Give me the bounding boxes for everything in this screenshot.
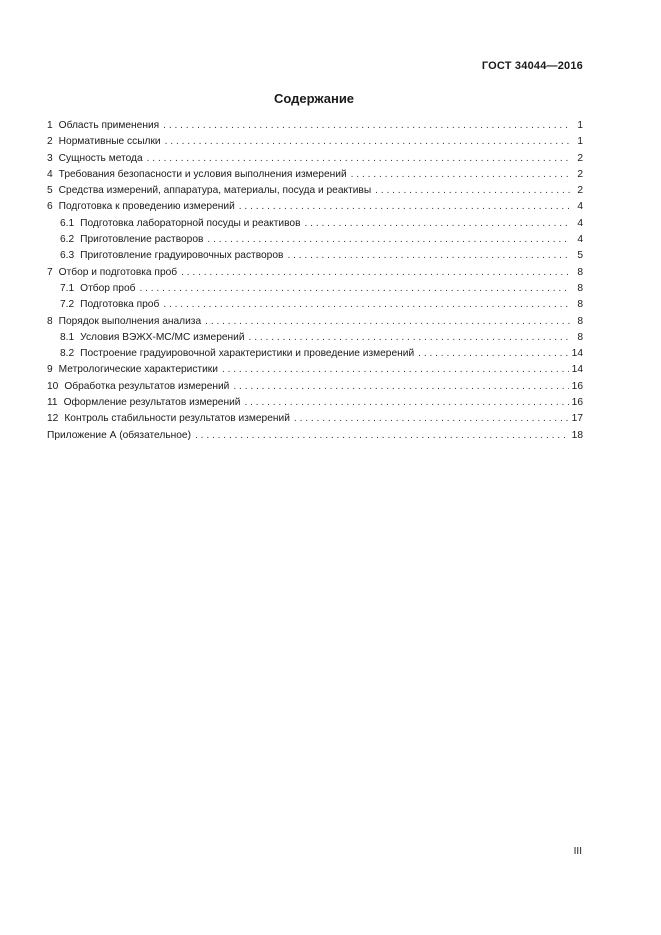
toc-entry-label: Приготовление растворов <box>80 234 204 246</box>
toc-dot-leader <box>181 265 570 281</box>
toc-dot-leader <box>375 183 570 199</box>
toc-entry-label: Контроль стабильности результатов измерений <box>64 413 290 425</box>
toc-entry[interactable] <box>47 330 583 346</box>
toc-entry-number: 12 <box>47 413 59 425</box>
toc-entry-number: 3 <box>47 152 53 164</box>
toc-dot-leader <box>222 362 569 378</box>
toc-entry[interactable] <box>47 134 583 150</box>
toc-entry[interactable] <box>47 411 583 427</box>
toc-entry-label: Сущность метода <box>58 152 143 164</box>
toc-entry-number: 7.2 <box>60 299 75 311</box>
document-code: ГОСТ 34044—2016 <box>481 60 583 72</box>
toc-entry-page: 18 <box>571 429 583 441</box>
toc-entry-label: Отбор проб <box>80 282 136 294</box>
toc-entry[interactable] <box>47 232 583 248</box>
toc-entry-number: 5 <box>47 185 53 197</box>
toc-entry-number: 8.1 <box>60 331 75 343</box>
toc-entry-label: Обработка результатов измерений <box>64 380 230 392</box>
toc-entry-page: 8 <box>577 331 583 343</box>
toc-entry-label: Условия ВЭЖХ-МС/МС измерений <box>80 331 245 343</box>
toc-entry-page: 5 <box>577 250 583 262</box>
toc-entry-label: Порядок выполнения анализа <box>58 315 202 327</box>
toc-entry[interactable] <box>47 265 583 281</box>
toc-entry-page: 2 <box>577 185 583 197</box>
toc-entry-number: 6.1 <box>60 217 75 229</box>
toc-entry[interactable] <box>47 167 583 183</box>
toc-entry-label: Отбор и подготовка проб <box>58 266 178 278</box>
toc-dot-leader <box>233 379 568 395</box>
toc-dot-leader <box>163 297 570 313</box>
toc-entry-page: 14 <box>571 364 583 376</box>
table-of-contents <box>47 118 583 444</box>
toc-entry-number: 4 <box>47 168 53 180</box>
toc-entry[interactable] <box>47 248 583 264</box>
toc-entry[interactable] <box>47 281 583 297</box>
toc-entry[interactable] <box>47 151 583 167</box>
toc-entry-label: Подготовка к проведению измерений <box>58 201 235 213</box>
toc-entry[interactable] <box>47 395 583 411</box>
toc-entry-number: 6 <box>47 201 53 213</box>
toc-entry[interactable] <box>47 199 583 215</box>
toc-dot-leader <box>294 411 569 427</box>
toc-entry-page: 8 <box>577 299 583 311</box>
toc-entry[interactable] <box>47 183 583 199</box>
toc-entry-label: Приготовление градуировочных растворов <box>80 250 284 262</box>
toc-entry-number: 11 <box>47 397 58 409</box>
toc-entry[interactable] <box>47 362 583 378</box>
toc-entry-label: Построение градуировочной характеристики и проведение измерений <box>80 348 415 360</box>
toc-entry-page: 2 <box>577 152 583 164</box>
toc-entry-page: 1 <box>577 136 583 148</box>
toc-entry-number: 8.2 <box>60 348 75 360</box>
toc-entry-number: 7 <box>47 266 53 278</box>
toc-entry-label: Оформление результатов измерений <box>63 397 241 409</box>
toc-entry-label: Нормативные ссылки <box>58 136 161 148</box>
toc-title: Содержание <box>273 91 355 106</box>
toc-dot-leader <box>139 281 570 297</box>
toc-entry-page: 4 <box>577 217 583 229</box>
toc-entry-number: 1 <box>47 120 53 131</box>
toc-dot-leader <box>165 134 570 150</box>
toc-dot-leader <box>249 330 570 346</box>
page-number: III <box>573 846 582 857</box>
toc-entry-number: 8 <box>47 315 53 327</box>
toc-dot-leader <box>147 151 570 167</box>
toc-entry[interactable] <box>47 346 583 362</box>
toc-dot-leader <box>244 395 568 411</box>
toc-entry-page: 2 <box>577 168 583 180</box>
toc-entry-page: 8 <box>577 282 583 294</box>
toc-entry-label: Подготовка проб <box>80 299 160 311</box>
toc-entry-page: 16 <box>571 397 583 409</box>
toc-dot-leader <box>207 232 570 248</box>
toc-entry-number: 2 <box>47 136 53 148</box>
toc-entry-page: 8 <box>577 315 583 327</box>
toc-entry-label: Метрологические характеристики <box>58 364 218 376</box>
toc-entry-page: 4 <box>577 234 583 246</box>
toc-entry[interactable] <box>47 428 583 444</box>
toc-dot-leader <box>418 346 569 362</box>
toc-entry[interactable] <box>47 216 583 232</box>
toc-entry-page: 1 <box>577 120 583 131</box>
toc-entry-label: Требования безопасности и условия выполнения измерений <box>58 168 347 180</box>
toc-entry-number: 6.3 <box>60 250 75 262</box>
toc-entry-page: 8 <box>577 266 583 278</box>
toc-entry-number: 9 <box>47 364 53 376</box>
toc-entry-number: 10 <box>47 380 59 392</box>
toc-entry-page: 17 <box>571 413 583 425</box>
toc-entry[interactable] <box>47 314 583 330</box>
toc-dot-leader <box>195 428 569 444</box>
toc-entry-number: 7.1 <box>60 282 75 294</box>
toc-entry-number: 6.2 <box>60 234 75 246</box>
toc-entry-page: 14 <box>571 348 583 360</box>
toc-entry[interactable] <box>47 379 583 395</box>
toc-dot-leader <box>287 248 570 264</box>
toc-dot-leader <box>351 167 570 183</box>
toc-entry-page: 4 <box>577 201 583 213</box>
toc-entry[interactable] <box>47 118 583 134</box>
toc-dot-leader <box>305 216 571 232</box>
toc-entry-label: Средства измерений, аппаратура, материалы, посуда и реактивы <box>58 185 372 197</box>
toc-dot-leader <box>239 199 570 215</box>
toc-entry-label: Подготовка лабораторной посуды и реактивов <box>80 217 301 229</box>
toc-entry-page: 16 <box>571 380 583 392</box>
toc-dot-leader <box>205 314 570 330</box>
toc-entry-label: Область применения <box>58 120 160 131</box>
toc-entry-label: Приложение А (обязательное) <box>47 429 191 441</box>
toc-dot-leader <box>163 118 570 134</box>
toc-entry[interactable] <box>47 297 583 313</box>
